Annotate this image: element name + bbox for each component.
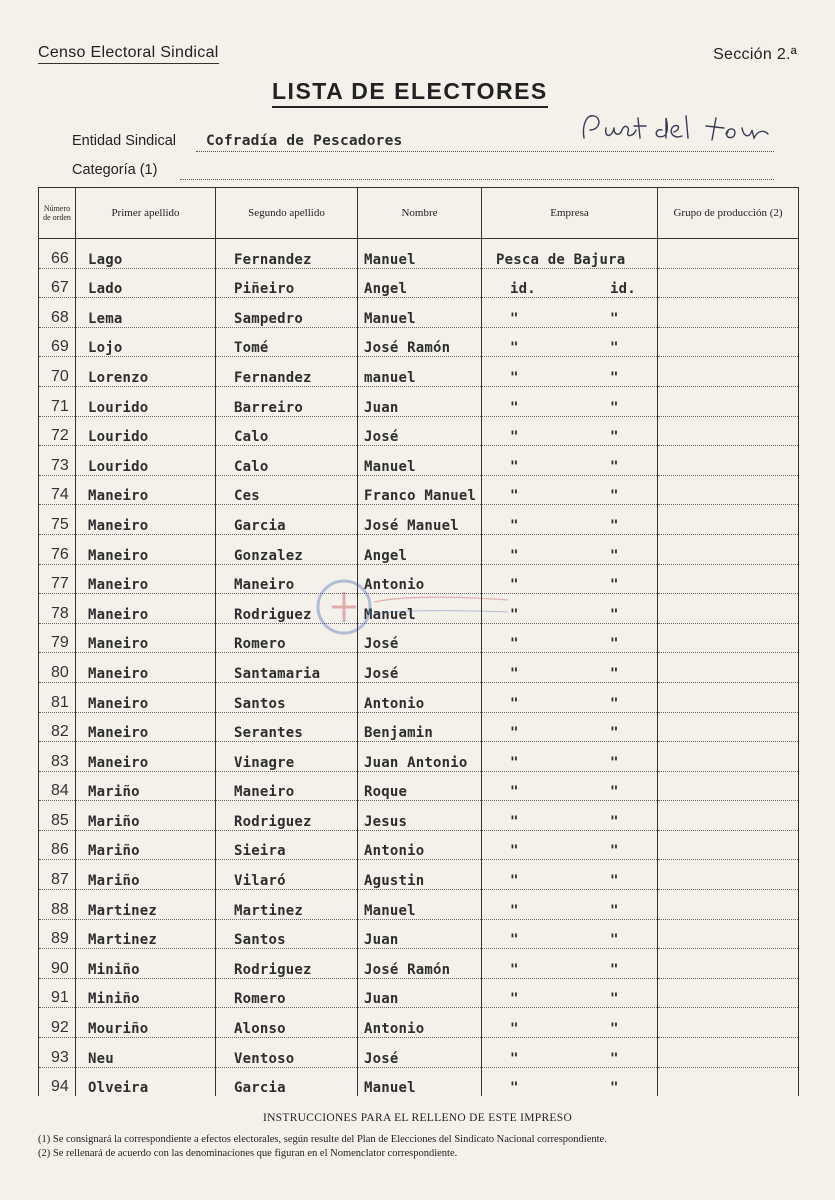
name-cell: Juan xyxy=(358,919,482,949)
first-surname-cell: Mariño xyxy=(76,830,216,860)
second-surname-cell: Sieira xyxy=(216,830,358,860)
second-surname-cell: Serantes xyxy=(216,712,358,742)
company-value: " xyxy=(510,725,519,742)
company-ditto: " xyxy=(610,784,619,801)
row-number: 85 xyxy=(39,801,76,831)
company-value: " xyxy=(510,754,519,771)
row-number: 66 xyxy=(39,239,76,269)
production-group-cell xyxy=(658,327,799,357)
second-surname-cell: Ces xyxy=(216,475,358,505)
second-surname-cell: Maneiro xyxy=(216,771,358,801)
second-surname-cell: Sampedro xyxy=(216,298,358,328)
section-label: Sección 2.ª xyxy=(713,46,797,63)
first-surname-cell: Lojo xyxy=(76,327,216,357)
header-second-surname: Segundo apellido xyxy=(216,188,358,239)
name-cell: manuel xyxy=(358,357,482,387)
company-value: " xyxy=(510,1080,519,1097)
first-surname-cell: Maneiro xyxy=(76,534,216,564)
production-group-cell xyxy=(658,771,799,801)
company-ditto: " xyxy=(610,813,619,830)
instruction-note-1: (1) Se consignará la correspondiente a efectos electorales, según resulte del Plan de Elecciones del Sindicato Nacional correspondiente. xyxy=(38,1134,607,1145)
production-group-cell xyxy=(658,801,799,831)
table-row xyxy=(39,860,799,890)
production-group-cell xyxy=(658,298,799,328)
name-cell: Manuel xyxy=(358,890,482,920)
company-cell xyxy=(482,890,658,920)
row-number: 89 xyxy=(39,919,76,949)
production-group-cell xyxy=(658,1008,799,1038)
first-surname-cell: Mariño xyxy=(76,771,216,801)
production-group-cell xyxy=(658,1067,799,1096)
table-row xyxy=(39,830,799,860)
name-cell: Antonio xyxy=(358,564,482,594)
table-row xyxy=(39,1067,799,1096)
company-ditto: " xyxy=(610,961,619,978)
name-cell: Antonio xyxy=(358,682,482,712)
company-ditto: " xyxy=(610,754,619,771)
production-group-cell xyxy=(658,623,799,653)
second-surname-cell: Ventoso xyxy=(216,1038,358,1068)
company-cell xyxy=(482,268,658,298)
company-ditto: " xyxy=(610,1050,619,1067)
company-cell xyxy=(482,534,658,564)
company-value: " xyxy=(510,665,519,682)
first-surname-cell: Maneiro xyxy=(76,712,216,742)
name-cell: Roque xyxy=(358,771,482,801)
company-cell xyxy=(482,1067,658,1096)
first-surname-cell: Maneiro xyxy=(76,475,216,505)
company-ditto: " xyxy=(610,429,619,446)
second-surname-cell: Martinez xyxy=(216,890,358,920)
first-surname-cell: Maneiro xyxy=(76,682,216,712)
name-cell: José Ramón xyxy=(358,327,482,357)
name-cell: Juan xyxy=(358,978,482,1008)
second-surname-cell: Rodriguez xyxy=(216,594,358,624)
row-number: 93 xyxy=(39,1038,76,1068)
second-surname-cell: Rodriguez xyxy=(216,801,358,831)
second-surname-cell: Santos xyxy=(216,919,358,949)
production-group-cell xyxy=(658,386,799,416)
row-number: 71 xyxy=(39,386,76,416)
name-cell: Manuel xyxy=(358,446,482,476)
census-heading: Censo Electoral Sindical xyxy=(38,44,219,64)
company-ditto: " xyxy=(610,547,619,564)
instructions-title: INSTRUCCIONES PARA EL RELLENO DE ESTE IMPRESO xyxy=(262,1112,573,1124)
company-ditto: " xyxy=(610,310,619,327)
company-value: " xyxy=(510,843,519,860)
first-surname-cell: Olveira xyxy=(76,1067,216,1096)
company-value: " xyxy=(510,961,519,978)
second-surname-cell: Santamaria xyxy=(216,653,358,683)
company-ditto: " xyxy=(610,488,619,505)
production-group-cell xyxy=(658,978,799,1008)
company-cell xyxy=(482,860,658,890)
company-value: " xyxy=(510,547,519,564)
second-surname-cell: Piñeiro xyxy=(216,268,358,298)
second-surname-cell: Vilaró xyxy=(216,860,358,890)
row-number: 86 xyxy=(39,830,76,860)
first-surname-cell: Lema xyxy=(76,298,216,328)
second-surname-cell: Fernandez xyxy=(216,239,358,269)
row-number: 90 xyxy=(39,949,76,979)
company-value: " xyxy=(510,932,519,949)
row-number: 79 xyxy=(39,623,76,653)
second-surname-cell: Rodriguez xyxy=(216,949,358,979)
company-value: " xyxy=(510,873,519,890)
row-number: 83 xyxy=(39,742,76,772)
company-value: " xyxy=(510,577,519,594)
company-value: " xyxy=(510,429,519,446)
table-row xyxy=(39,298,799,328)
production-group-cell xyxy=(658,268,799,298)
first-surname-cell: Maneiro xyxy=(76,742,216,772)
production-group-cell xyxy=(658,446,799,476)
second-surname-cell: Calo xyxy=(216,446,358,476)
second-surname-cell: Tomé xyxy=(216,327,358,357)
first-surname-cell: Neu xyxy=(76,1038,216,1068)
header-production-group: Grupo de producción (2) xyxy=(658,188,799,239)
company-ditto: " xyxy=(610,932,619,949)
row-number: 77 xyxy=(39,564,76,594)
first-surname-cell: Lado xyxy=(76,268,216,298)
second-surname-cell: Vinagre xyxy=(216,742,358,772)
table-row xyxy=(39,1038,799,1068)
second-surname-cell: Gonzalez xyxy=(216,534,358,564)
company-value: " xyxy=(510,695,519,712)
company-cell xyxy=(482,386,658,416)
production-group-cell xyxy=(658,653,799,683)
company-cell xyxy=(482,1008,658,1038)
row-number: 88 xyxy=(39,890,76,920)
company-cell xyxy=(482,653,658,683)
company-cell xyxy=(482,327,658,357)
first-surname-cell: Lourido xyxy=(76,416,216,446)
company-cell xyxy=(482,742,658,772)
name-cell: Juan Antonio xyxy=(358,742,482,772)
name-cell: Angel xyxy=(358,268,482,298)
handwritten-signature xyxy=(578,108,778,150)
production-group-cell xyxy=(658,357,799,387)
company-cell xyxy=(482,949,658,979)
company-cell xyxy=(482,801,658,831)
entidad-value: Cofradía de Pescadores xyxy=(206,133,403,149)
company-ditto: " xyxy=(610,517,619,534)
row-number: 92 xyxy=(39,1008,76,1038)
company-cell xyxy=(482,357,658,387)
company-cell xyxy=(482,446,658,476)
table-row xyxy=(39,978,799,1008)
second-surname-cell: Alonso xyxy=(216,1008,358,1038)
second-surname-cell: Maneiro xyxy=(216,564,358,594)
name-cell: Benjamin xyxy=(358,712,482,742)
second-surname-cell: Garcia xyxy=(216,1067,358,1096)
company-value: " xyxy=(510,399,519,416)
row-number: 75 xyxy=(39,505,76,535)
company-value: " xyxy=(510,1050,519,1067)
production-group-cell xyxy=(658,919,799,949)
table-row xyxy=(39,949,799,979)
categoria-dotted-line xyxy=(180,179,774,180)
name-cell: Jesus xyxy=(358,801,482,831)
name-cell: Manuel xyxy=(358,1067,482,1096)
company-cell xyxy=(482,712,658,742)
company-ditto: " xyxy=(610,665,619,682)
name-cell: Angel xyxy=(358,534,482,564)
table-row xyxy=(39,446,799,476)
table-row xyxy=(39,239,799,269)
second-surname-cell: Romero xyxy=(216,978,358,1008)
company-value: " xyxy=(510,517,519,534)
first-surname-cell: Lorenzo xyxy=(76,357,216,387)
company-ditto: " xyxy=(610,1021,619,1038)
name-cell: José xyxy=(358,416,482,446)
company-cell xyxy=(482,416,658,446)
name-cell: José xyxy=(358,623,482,653)
company-cell xyxy=(482,978,658,1008)
table-row xyxy=(39,505,799,535)
company-ditto: " xyxy=(610,636,619,653)
table-row xyxy=(39,1008,799,1038)
name-cell: Antonio xyxy=(358,830,482,860)
name-cell: Juan xyxy=(358,386,482,416)
production-group-cell xyxy=(658,239,799,269)
entidad-label: Entidad Sindical xyxy=(72,133,176,149)
first-surname-cell: Martinez xyxy=(76,890,216,920)
row-number: 76 xyxy=(39,534,76,564)
first-surname-cell: Maneiro xyxy=(76,564,216,594)
name-cell: Manuel xyxy=(358,239,482,269)
first-surname-cell: Maneiro xyxy=(76,623,216,653)
table-row xyxy=(39,475,799,505)
company-ditto: id. xyxy=(610,281,636,298)
row-number: 91 xyxy=(39,978,76,1008)
watermark-stamp xyxy=(312,562,512,652)
company-value: " xyxy=(510,369,519,386)
company-value: " xyxy=(510,488,519,505)
first-surname-cell: Miniño xyxy=(76,949,216,979)
entidad-dotted-line xyxy=(196,151,774,152)
company-ditto: " xyxy=(610,991,619,1008)
table-row xyxy=(39,682,799,712)
page-title: LISTA DE ELECTORES xyxy=(272,78,548,108)
first-surname-cell: Mariño xyxy=(76,801,216,831)
company-ditto: " xyxy=(610,369,619,386)
company-ditto: " xyxy=(610,873,619,890)
production-group-cell xyxy=(658,475,799,505)
table-row xyxy=(39,771,799,801)
company-value: " xyxy=(510,636,519,653)
row-number: 78 xyxy=(39,594,76,624)
company-ditto: " xyxy=(610,902,619,919)
header-company: Empresa xyxy=(482,188,658,239)
production-group-cell xyxy=(658,564,799,594)
company-ditto: " xyxy=(610,695,619,712)
production-group-cell xyxy=(658,949,799,979)
company-value: " xyxy=(510,606,519,623)
second-surname-cell: Romero xyxy=(216,623,358,653)
table-header-row xyxy=(39,188,799,239)
company-value: id. xyxy=(510,281,536,298)
header-name: Nombre xyxy=(358,188,482,239)
company-value: " xyxy=(510,1021,519,1038)
company-cell xyxy=(482,771,658,801)
header-first-surname: Primer apellido xyxy=(76,188,216,239)
production-group-cell xyxy=(658,1038,799,1068)
first-surname-cell: Mouriño xyxy=(76,1008,216,1038)
table-row xyxy=(39,919,799,949)
first-surname-cell: Martinez xyxy=(76,919,216,949)
row-number: 80 xyxy=(39,653,76,683)
company-ditto: " xyxy=(610,843,619,860)
first-surname-cell: Lago xyxy=(76,239,216,269)
name-cell: Franco Manuel xyxy=(358,475,482,505)
name-cell: José xyxy=(358,653,482,683)
company-cell xyxy=(482,298,658,328)
production-group-cell xyxy=(658,830,799,860)
first-surname-cell: Mariño xyxy=(76,860,216,890)
company-cell xyxy=(482,475,658,505)
company-cell xyxy=(482,505,658,535)
company-value: " xyxy=(510,813,519,830)
name-cell: Agustin xyxy=(358,860,482,890)
name-cell: José xyxy=(358,1038,482,1068)
company-value: " xyxy=(510,991,519,1008)
company-cell xyxy=(482,830,658,860)
first-surname-cell: Lourido xyxy=(76,446,216,476)
row-number: 70 xyxy=(39,357,76,387)
table-row xyxy=(39,712,799,742)
row-number: 84 xyxy=(39,771,76,801)
second-surname-cell: Fernandez xyxy=(216,357,358,387)
company-value: Pesca de Bajura xyxy=(496,251,626,268)
production-group-cell xyxy=(658,534,799,564)
second-surname-cell: Garcia xyxy=(216,505,358,535)
table-row xyxy=(39,268,799,298)
table-row xyxy=(39,742,799,772)
second-surname-cell: Santos xyxy=(216,682,358,712)
row-number: 94 xyxy=(39,1067,76,1096)
row-number: 87 xyxy=(39,860,76,890)
company-cell xyxy=(482,682,658,712)
table-row xyxy=(39,386,799,416)
name-cell: José Ramón xyxy=(358,949,482,979)
first-surname-cell: Miniño xyxy=(76,978,216,1008)
table-row xyxy=(39,801,799,831)
row-number: 72 xyxy=(39,416,76,446)
production-group-cell xyxy=(658,682,799,712)
production-group-cell xyxy=(658,742,799,772)
first-surname-cell: Maneiro xyxy=(76,653,216,683)
row-number: 73 xyxy=(39,446,76,476)
company-ditto: " xyxy=(610,606,619,623)
company-ditto: " xyxy=(610,725,619,742)
name-cell: Antonio xyxy=(358,1008,482,1038)
name-cell: José Manuel xyxy=(358,505,482,535)
company-cell xyxy=(482,1038,658,1068)
categoria-label: Categoría (1) xyxy=(72,162,158,178)
company-value: " xyxy=(510,340,519,357)
company-cell xyxy=(482,919,658,949)
production-group-cell xyxy=(658,594,799,624)
company-value: " xyxy=(510,310,519,327)
table-row xyxy=(39,416,799,446)
production-group-cell xyxy=(658,860,799,890)
row-number: 74 xyxy=(39,475,76,505)
row-number: 82 xyxy=(39,712,76,742)
table-row xyxy=(39,534,799,564)
company-ditto: " xyxy=(610,1080,619,1097)
row-number: 67 xyxy=(39,268,76,298)
company-value: " xyxy=(510,902,519,919)
company-value: " xyxy=(510,458,519,475)
row-number: 68 xyxy=(39,298,76,328)
company-value: " xyxy=(510,784,519,801)
second-surname-cell: Barreiro xyxy=(216,386,358,416)
instruction-note-2: (2) Se rellenará de acuerdo con las denominaciones que figuran en el Nomenclator correspondiente. xyxy=(38,1148,458,1159)
production-group-cell xyxy=(658,416,799,446)
first-surname-cell: Lourido xyxy=(76,386,216,416)
company-ditto: " xyxy=(610,577,619,594)
production-group-cell xyxy=(658,712,799,742)
company-ditto: " xyxy=(610,458,619,475)
table-row xyxy=(39,890,799,920)
table-row xyxy=(39,653,799,683)
table-row xyxy=(39,327,799,357)
header-number: Número de orden xyxy=(39,188,76,239)
name-cell: Manuel xyxy=(358,298,482,328)
table-row xyxy=(39,357,799,387)
first-surname-cell: Maneiro xyxy=(76,505,216,535)
name-cell: Manuel xyxy=(358,594,482,624)
production-group-cell xyxy=(658,890,799,920)
second-surname-cell: Calo xyxy=(216,416,358,446)
production-group-cell xyxy=(658,505,799,535)
company-ditto: " xyxy=(610,399,619,416)
company-cell xyxy=(482,239,658,269)
row-number: 69 xyxy=(39,327,76,357)
row-number: 81 xyxy=(39,682,76,712)
company-ditto: " xyxy=(610,340,619,357)
first-surname-cell: Maneiro xyxy=(76,594,216,624)
